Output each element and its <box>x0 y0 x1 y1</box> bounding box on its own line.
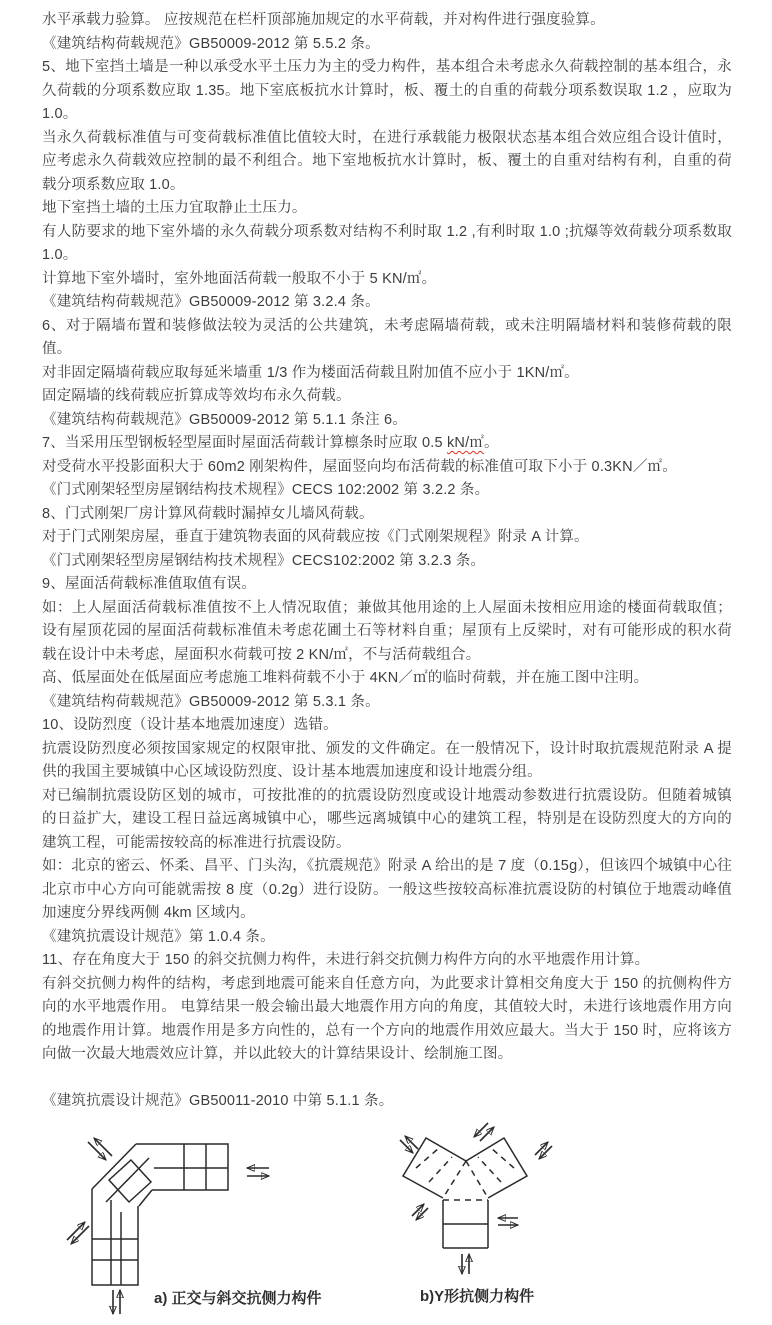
spellcheck-underlined-text: kN/㎡ <box>446 435 485 451</box>
figures-row <box>42 1120 732 1308</box>
paragraph: 有斜交抗侧力构件的结构，考虑到地震可能来自任意方向，为此要求计算相交角度大于 150 的抗侧构件方向的水平地震作用。 电算结果一般会输出最大地震作用方向的角度，其值较大时，未进行该地震作用方向的地震作用计算。地震作用是多方向性的，总有一个方向的地震作用效应最大。当大于 150 时，应将该方向做一次最大地震效应计算，并以此较大的计算结果设计、绘制施工图。 <box>42 975 732 1062</box>
paragraph: 有人防要求的地下室外墙的永久荷载分项系数对结构不利时取 1.2 ,有利时取 1.0 ;抗爆等效荷载分项系数取 1.0。 <box>42 223 732 263</box>
paragraph-text: 7、当采用压型钢板轻型屋面时屋面活荷载计算檩条时应取 0.5 <box>42 435 447 451</box>
paragraph: 6、对于隔墙布置和装修做法较为灵活的公共建筑，未考虑隔墙荷载，或未注明隔墙材料和装修荷载的限值。 <box>42 317 732 357</box>
paragraph: 固定隔墙的线荷载应折算成等效均布永久荷载。 <box>42 388 351 404</box>
paragraph: 地下室挡土墙的土压力宜取静止土压力。 <box>42 200 307 216</box>
paragraph: 《建筑结构荷载规范》GB50009-2012 第 5.1.1 条注 6。 <box>42 411 407 428</box>
paragraph: 计算地下室外墙时，室外地面活荷载一般取不小于 5 KN/㎡。 <box>42 270 437 287</box>
y-shape-plan-figure <box>396 1120 571 1278</box>
paragraph: 对受荷水平投影面积大于 60m2 刚架构件，屋面竖向均布活荷载的标准值可取下小于 0.3KN／㎡。 <box>42 458 677 475</box>
paragraph: 水平承载力验算。 应按规范在栏杆顶部施加规定的水平荷载，并对构件进行强度验算。 <box>42 12 605 28</box>
figure-orthogonal-oblique <box>54 1120 366 1308</box>
paragraph: 如：上人屋面活荷载标准值按不上人情况取值；兼做其他用途的上人屋面未按相应用途的楼面荷载取值；设有屋顶花园的屋面活荷载标准值未考虑花圃土石等材料自重；屋顶有上反梁时，对有可能形成的积水荷载在设计中未考虑，屋面积水荷载可按 2 KN/㎡，不与活荷载组合。 <box>42 599 732 663</box>
document-body <box>42 9 732 1114</box>
paragraph: 5、地下室挡土墙是一种以承受水平土压力为主的受力构件，基本组合未考虑永久荷载控制的基本组合，永久荷载的分项系数应取 1.35。地下室底板抗水计算时，板、覆土的自重的荷载分项系数误取 1.2 ，应取为 1.0。 <box>42 59 732 122</box>
figure-a-caption: a) 正交与斜交抗侧力构件 <box>154 1289 322 1307</box>
figure-b-caption: b)Y形抗侧力构件 <box>420 1287 535 1305</box>
paragraph: 11、存在角度大于 150 的斜交抗侧力构件，未进行斜交抗侧力构件方向的水平地震作用计算。 <box>42 952 650 968</box>
paragraph: 抗震设防烈度必须按国家规定的权限审批、颁发的文件确定。在一般情况下，设计时取抗震规范附录 A 提供的我国主要城镇中心区域设防烈度、设计基本地震加速度和设计地震分组。 <box>42 740 732 780</box>
paragraph: 10、设防烈度（设计基本地震加速度）选错。 <box>42 717 338 733</box>
figure-y-shape <box>396 1120 626 1306</box>
paragraph: 9、屋面活荷载标准值取值有误。 <box>42 576 257 592</box>
paragraph-text: 。 <box>484 435 499 451</box>
paragraph: 《门式刚架轻型房屋钢结构技术规程》CECS 102:2002 第 3.2.2 条。 <box>42 482 490 498</box>
paragraph: 《建筑抗震设计规范》第 1.0.4 条。 <box>42 928 275 945</box>
paragraph: 《建筑结构荷载规范》GB50009-2012 第 5.5.2 条。 <box>42 35 380 52</box>
paragraph: 8、门式刚架厂房计算风荷载时漏掉女儿墙风荷载。 <box>42 505 374 522</box>
paragraph: 高、低屋面处在低屋面应考虑施工堆料荷载不小于 4KN／㎡的临时荷载，并在施工图中注明。 <box>42 670 649 686</box>
paragraph: 对已编制抗震设防区划的城市，可按批准的的抗震设防烈度或设计地震动参数进行抗震设防。但随着城镇的日益扩大，建设工程日益远离城镇中心，哪些远离城镇中心的建筑工程，特别是在设防烈度大的方向的建筑工程，可能需按较高的标准进行抗震设防。 <box>42 787 732 851</box>
paragraph: 《门式刚架轻型房屋钢结构技术规程》CECS102:2002 第 3.2.3 条。 <box>42 552 486 569</box>
paragraph: 《建筑结构荷载规范》GB50009-2012 第 3.2.4 条。 <box>42 294 380 310</box>
paragraph: 《建筑抗震设计规范》GB50011-2010 中第 5.1.1 条。 <box>42 1093 394 1109</box>
paragraph: 《建筑结构荷载规范》GB50009-2012 第 5.3.1 条。 <box>42 693 380 710</box>
paragraph <box>42 432 732 456</box>
paragraph <box>42 1067 732 1091</box>
paragraph: 当永久荷载标准值与可变荷载标准值比值较大时，在进行承载能力极限状态基本组合效应组合设计值时，应考虑永久荷载效应控制的最不利组合。地下室地板抗水计算时，板、覆土的自重对结构有利，自重的荷载分项系数应取 1.0。 <box>42 129 732 193</box>
paragraph: 如：北京的密云、怀柔、昌平、门头沟，《抗震规范》附录 A 给出的是 7 度（0.15g），但该四个城镇中心往北京市中心方向可能就需按 8 度（0.2g）进行设防。一般这些按较高标准抗震设防的村镇位于地震动峰值加速度分界线两侧 4km 区域内。 <box>42 858 732 921</box>
paragraph: 对非固定隔墙荷载应取每延米墙重 1/3 作为楼面活荷载且附加值不应小于 1KN/㎡。 <box>42 364 579 381</box>
paragraph: 对于门式刚架房屋，垂直于建筑物表面的风荷载应按《门式刚架规程》附录 A 计算。 <box>42 529 589 545</box>
